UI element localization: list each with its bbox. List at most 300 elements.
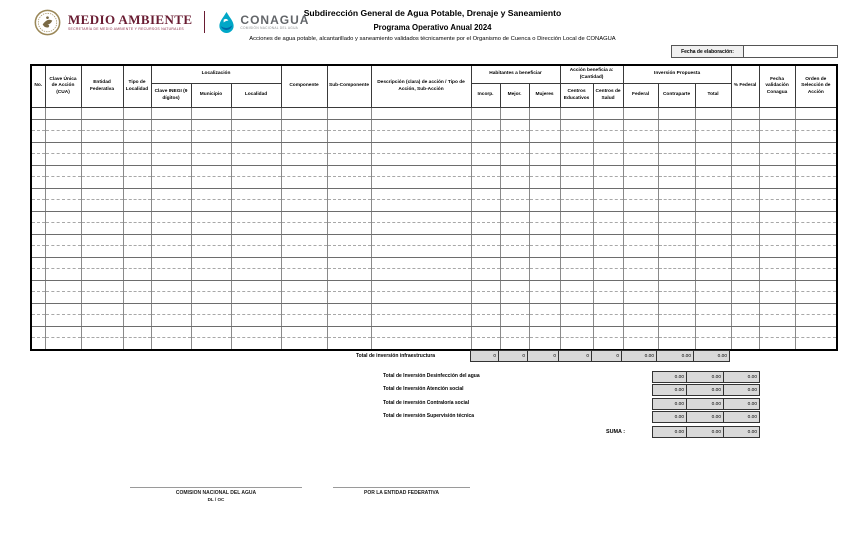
- empty-cell[interactable]: [795, 326, 837, 338]
- empty-cell[interactable]: [795, 131, 837, 143]
- empty-cell[interactable]: [371, 154, 471, 166]
- empty-cell[interactable]: [151, 108, 191, 120]
- empty-cell[interactable]: [623, 269, 658, 281]
- empty-cell[interactable]: [371, 234, 471, 246]
- empty-cell[interactable]: [231, 303, 281, 315]
- fecha-elaboracion-input[interactable]: [744, 45, 838, 58]
- empty-cell[interactable]: [81, 165, 123, 177]
- empty-cell[interactable]: [281, 177, 327, 189]
- empty-cell[interactable]: [151, 246, 191, 258]
- empty-cell[interactable]: [151, 280, 191, 292]
- empty-cell[interactable]: [759, 234, 795, 246]
- empty-cell[interactable]: [45, 257, 81, 269]
- empty-cell[interactable]: [191, 223, 231, 235]
- empty-cell[interactable]: [45, 131, 81, 143]
- empty-cell[interactable]: [593, 119, 623, 131]
- empty-cell[interactable]: [500, 303, 529, 315]
- empty-cell[interactable]: [593, 211, 623, 223]
- empty-cell[interactable]: [231, 200, 281, 212]
- empty-cell[interactable]: [371, 211, 471, 223]
- empty-cell[interactable]: [593, 165, 623, 177]
- empty-cell[interactable]: [123, 326, 151, 338]
- empty-cell[interactable]: [191, 142, 231, 154]
- empty-cell[interactable]: [327, 246, 371, 258]
- empty-cell[interactable]: [123, 257, 151, 269]
- empty-cell[interactable]: [759, 292, 795, 304]
- empty-cell[interactable]: [471, 131, 500, 143]
- empty-cell[interactable]: [45, 119, 81, 131]
- empty-cell[interactable]: [731, 154, 759, 166]
- empty-cell[interactable]: [281, 315, 327, 327]
- empty-cell[interactable]: [327, 234, 371, 246]
- empty-cell[interactable]: [593, 315, 623, 327]
- empty-cell[interactable]: [795, 223, 837, 235]
- empty-cell[interactable]: [371, 165, 471, 177]
- empty-cell[interactable]: [623, 142, 658, 154]
- empty-cell[interactable]: [500, 234, 529, 246]
- empty-cell[interactable]: [371, 108, 471, 120]
- empty-cell[interactable]: [623, 292, 658, 304]
- empty-cell[interactable]: [231, 142, 281, 154]
- empty-cell[interactable]: [731, 246, 759, 258]
- empty-cell[interactable]: [500, 200, 529, 212]
- empty-cell[interactable]: [759, 338, 795, 350]
- empty-cell[interactable]: [231, 211, 281, 223]
- empty-cell[interactable]: [529, 338, 560, 350]
- empty-cell[interactable]: [231, 154, 281, 166]
- empty-cell[interactable]: [81, 257, 123, 269]
- empty-cell[interactable]: [560, 108, 593, 120]
- empty-cell[interactable]: [529, 234, 560, 246]
- empty-cell[interactable]: [623, 108, 658, 120]
- empty-cell[interactable]: [731, 234, 759, 246]
- empty-cell[interactable]: [281, 200, 327, 212]
- empty-cell[interactable]: [151, 119, 191, 131]
- empty-cell[interactable]: [623, 188, 658, 200]
- empty-cell[interactable]: [471, 108, 500, 120]
- empty-cell[interactable]: [327, 177, 371, 189]
- empty-cell[interactable]: [123, 303, 151, 315]
- empty-cell[interactable]: [81, 142, 123, 154]
- empty-cell[interactable]: [45, 269, 81, 281]
- empty-cell[interactable]: [327, 108, 371, 120]
- empty-cell[interactable]: [231, 280, 281, 292]
- empty-cell[interactable]: [151, 292, 191, 304]
- empty-cell[interactable]: [500, 257, 529, 269]
- empty-cell[interactable]: [281, 269, 327, 281]
- empty-cell[interactable]: [560, 338, 593, 350]
- empty-cell[interactable]: [623, 234, 658, 246]
- empty-cell[interactable]: [371, 280, 471, 292]
- empty-cell[interactable]: [471, 280, 500, 292]
- empty-cell[interactable]: [658, 246, 695, 258]
- empty-cell[interactable]: [45, 280, 81, 292]
- empty-cell[interactable]: [281, 292, 327, 304]
- empty-cell[interactable]: [695, 211, 731, 223]
- empty-cell[interactable]: [759, 246, 795, 258]
- empty-cell[interactable]: [123, 165, 151, 177]
- empty-cell[interactable]: [500, 211, 529, 223]
- empty-cell[interactable]: [658, 154, 695, 166]
- empty-cell[interactable]: [151, 131, 191, 143]
- empty-cell[interactable]: [623, 119, 658, 131]
- empty-cell[interactable]: [471, 338, 500, 350]
- empty-cell[interactable]: [31, 234, 45, 246]
- empty-cell[interactable]: [529, 246, 560, 258]
- empty-cell[interactable]: [759, 303, 795, 315]
- empty-cell[interactable]: [529, 292, 560, 304]
- empty-cell[interactable]: [31, 269, 45, 281]
- empty-cell[interactable]: [471, 234, 500, 246]
- empty-cell[interactable]: [151, 269, 191, 281]
- empty-cell[interactable]: [529, 108, 560, 120]
- empty-cell[interactable]: [231, 338, 281, 350]
- empty-cell[interactable]: [759, 108, 795, 120]
- empty-cell[interactable]: [191, 131, 231, 143]
- empty-cell[interactable]: [191, 200, 231, 212]
- empty-cell[interactable]: [327, 269, 371, 281]
- empty-cell[interactable]: [593, 246, 623, 258]
- empty-cell[interactable]: [191, 338, 231, 350]
- empty-cell[interactable]: [623, 223, 658, 235]
- empty-cell[interactable]: [560, 119, 593, 131]
- empty-cell[interactable]: [560, 142, 593, 154]
- empty-cell[interactable]: [695, 200, 731, 212]
- empty-cell[interactable]: [231, 315, 281, 327]
- empty-cell[interactable]: [560, 211, 593, 223]
- empty-cell[interactable]: [123, 142, 151, 154]
- empty-cell[interactable]: [281, 119, 327, 131]
- empty-cell[interactable]: [327, 119, 371, 131]
- empty-cell[interactable]: [123, 108, 151, 120]
- empty-cell[interactable]: [31, 280, 45, 292]
- empty-cell[interactable]: [81, 200, 123, 212]
- empty-cell[interactable]: [623, 131, 658, 143]
- empty-cell[interactable]: [191, 165, 231, 177]
- empty-cell[interactable]: [151, 188, 191, 200]
- empty-cell[interactable]: [593, 326, 623, 338]
- empty-cell[interactable]: [123, 119, 151, 131]
- empty-cell[interactable]: [795, 188, 837, 200]
- empty-cell[interactable]: [45, 234, 81, 246]
- empty-cell[interactable]: [123, 223, 151, 235]
- empty-cell[interactable]: [191, 280, 231, 292]
- empty-cell[interactable]: [31, 257, 45, 269]
- empty-cell[interactable]: [795, 269, 837, 281]
- empty-cell[interactable]: [500, 165, 529, 177]
- empty-cell[interactable]: [151, 326, 191, 338]
- empty-cell[interactable]: [151, 303, 191, 315]
- empty-cell[interactable]: [281, 131, 327, 143]
- empty-cell[interactable]: [191, 108, 231, 120]
- empty-cell[interactable]: [31, 292, 45, 304]
- empty-cell[interactable]: [658, 280, 695, 292]
- empty-cell[interactable]: [695, 154, 731, 166]
- empty-cell[interactable]: [191, 119, 231, 131]
- empty-cell[interactable]: [471, 188, 500, 200]
- empty-cell[interactable]: [759, 280, 795, 292]
- empty-cell[interactable]: [31, 338, 45, 350]
- empty-cell[interactable]: [31, 108, 45, 120]
- empty-cell[interactable]: [123, 338, 151, 350]
- empty-cell[interactable]: [560, 292, 593, 304]
- empty-cell[interactable]: [593, 142, 623, 154]
- empty-cell[interactable]: [529, 142, 560, 154]
- empty-cell[interactable]: [151, 154, 191, 166]
- empty-cell[interactable]: [327, 326, 371, 338]
- empty-cell[interactable]: [191, 188, 231, 200]
- empty-cell[interactable]: [500, 292, 529, 304]
- empty-cell[interactable]: [529, 165, 560, 177]
- empty-cell[interactable]: [658, 188, 695, 200]
- empty-cell[interactable]: [759, 131, 795, 143]
- empty-cell[interactable]: [81, 223, 123, 235]
- empty-cell[interactable]: [529, 154, 560, 166]
- empty-cell[interactable]: [593, 269, 623, 281]
- empty-cell[interactable]: [45, 177, 81, 189]
- empty-cell[interactable]: [231, 234, 281, 246]
- empty-cell[interactable]: [231, 131, 281, 143]
- empty-cell[interactable]: [31, 303, 45, 315]
- empty-cell[interactable]: [500, 315, 529, 327]
- empty-cell[interactable]: [731, 223, 759, 235]
- empty-cell[interactable]: [123, 269, 151, 281]
- empty-cell[interactable]: [31, 211, 45, 223]
- empty-cell[interactable]: [81, 188, 123, 200]
- empty-cell[interactable]: [623, 211, 658, 223]
- empty-cell[interactable]: [560, 234, 593, 246]
- empty-cell[interactable]: [327, 211, 371, 223]
- empty-cell[interactable]: [231, 257, 281, 269]
- empty-cell[interactable]: [795, 246, 837, 258]
- empty-cell[interactable]: [731, 211, 759, 223]
- empty-cell[interactable]: [231, 108, 281, 120]
- empty-cell[interactable]: [560, 315, 593, 327]
- empty-cell[interactable]: [123, 234, 151, 246]
- empty-cell[interactable]: [529, 211, 560, 223]
- empty-cell[interactable]: [731, 188, 759, 200]
- empty-cell[interactable]: [658, 326, 695, 338]
- empty-cell[interactable]: [81, 234, 123, 246]
- empty-cell[interactable]: [45, 315, 81, 327]
- empty-cell[interactable]: [371, 246, 471, 258]
- empty-cell[interactable]: [81, 315, 123, 327]
- empty-cell[interactable]: [795, 338, 837, 350]
- empty-cell[interactable]: [795, 119, 837, 131]
- empty-cell[interactable]: [281, 234, 327, 246]
- empty-cell[interactable]: [281, 280, 327, 292]
- empty-cell[interactable]: [151, 338, 191, 350]
- empty-cell[interactable]: [658, 108, 695, 120]
- empty-cell[interactable]: [81, 154, 123, 166]
- empty-cell[interactable]: [658, 119, 695, 131]
- empty-cell[interactable]: [560, 246, 593, 258]
- empty-cell[interactable]: [45, 200, 81, 212]
- empty-cell[interactable]: [795, 234, 837, 246]
- empty-cell[interactable]: [560, 257, 593, 269]
- empty-cell[interactable]: [281, 257, 327, 269]
- empty-cell[interactable]: [45, 142, 81, 154]
- empty-cell[interactable]: [658, 177, 695, 189]
- empty-cell[interactable]: [529, 280, 560, 292]
- empty-cell[interactable]: [31, 188, 45, 200]
- empty-cell[interactable]: [471, 326, 500, 338]
- empty-cell[interactable]: [560, 165, 593, 177]
- empty-cell[interactable]: [81, 269, 123, 281]
- empty-cell[interactable]: [593, 131, 623, 143]
- empty-cell[interactable]: [695, 257, 731, 269]
- empty-cell[interactable]: [45, 188, 81, 200]
- empty-cell[interactable]: [560, 280, 593, 292]
- empty-cell[interactable]: [471, 292, 500, 304]
- empty-cell[interactable]: [231, 292, 281, 304]
- empty-cell[interactable]: [731, 257, 759, 269]
- empty-cell[interactable]: [471, 257, 500, 269]
- empty-cell[interactable]: [593, 154, 623, 166]
- empty-cell[interactable]: [123, 177, 151, 189]
- empty-cell[interactable]: [759, 315, 795, 327]
- empty-cell[interactable]: [623, 326, 658, 338]
- empty-cell[interactable]: [45, 165, 81, 177]
- empty-cell[interactable]: [560, 303, 593, 315]
- empty-cell[interactable]: [658, 338, 695, 350]
- empty-cell[interactable]: [371, 177, 471, 189]
- empty-cell[interactable]: [471, 154, 500, 166]
- empty-cell[interactable]: [759, 200, 795, 212]
- empty-cell[interactable]: [151, 234, 191, 246]
- empty-cell[interactable]: [623, 280, 658, 292]
- empty-cell[interactable]: [795, 142, 837, 154]
- empty-cell[interactable]: [695, 269, 731, 281]
- empty-cell[interactable]: [31, 246, 45, 258]
- empty-cell[interactable]: [45, 154, 81, 166]
- empty-cell[interactable]: [471, 211, 500, 223]
- empty-cell[interactable]: [759, 269, 795, 281]
- empty-cell[interactable]: [31, 142, 45, 154]
- empty-cell[interactable]: [593, 280, 623, 292]
- empty-cell[interactable]: [151, 142, 191, 154]
- empty-cell[interactable]: [658, 315, 695, 327]
- empty-cell[interactable]: [471, 315, 500, 327]
- empty-cell[interactable]: [81, 246, 123, 258]
- empty-cell[interactable]: [731, 177, 759, 189]
- empty-cell[interactable]: [560, 200, 593, 212]
- empty-cell[interactable]: [151, 211, 191, 223]
- empty-cell[interactable]: [593, 338, 623, 350]
- empty-cell[interactable]: [731, 292, 759, 304]
- empty-cell[interactable]: [795, 257, 837, 269]
- empty-cell[interactable]: [623, 315, 658, 327]
- empty-cell[interactable]: [81, 177, 123, 189]
- empty-cell[interactable]: [529, 269, 560, 281]
- empty-cell[interactable]: [371, 315, 471, 327]
- empty-cell[interactable]: [327, 223, 371, 235]
- empty-cell[interactable]: [500, 269, 529, 281]
- empty-cell[interactable]: [529, 177, 560, 189]
- empty-cell[interactable]: [281, 223, 327, 235]
- empty-cell[interactable]: [123, 188, 151, 200]
- empty-cell[interactable]: [327, 200, 371, 212]
- empty-cell[interactable]: [695, 223, 731, 235]
- empty-cell[interactable]: [623, 246, 658, 258]
- empty-cell[interactable]: [471, 223, 500, 235]
- empty-cell[interactable]: [191, 177, 231, 189]
- empty-cell[interactable]: [593, 234, 623, 246]
- empty-cell[interactable]: [327, 338, 371, 350]
- empty-cell[interactable]: [371, 200, 471, 212]
- empty-cell[interactable]: [795, 177, 837, 189]
- empty-cell[interactable]: [327, 165, 371, 177]
- empty-cell[interactable]: [529, 223, 560, 235]
- empty-cell[interactable]: [695, 315, 731, 327]
- empty-cell[interactable]: [123, 315, 151, 327]
- empty-cell[interactable]: [123, 200, 151, 212]
- empty-cell[interactable]: [731, 326, 759, 338]
- empty-cell[interactable]: [529, 257, 560, 269]
- empty-cell[interactable]: [731, 315, 759, 327]
- empty-cell[interactable]: [123, 280, 151, 292]
- empty-cell[interactable]: [795, 154, 837, 166]
- empty-cell[interactable]: [658, 269, 695, 281]
- empty-cell[interactable]: [795, 200, 837, 212]
- empty-cell[interactable]: [471, 269, 500, 281]
- empty-cell[interactable]: [471, 177, 500, 189]
- empty-cell[interactable]: [500, 154, 529, 166]
- empty-cell[interactable]: [231, 165, 281, 177]
- empty-cell[interactable]: [371, 131, 471, 143]
- empty-cell[interactable]: [191, 292, 231, 304]
- empty-cell[interactable]: [795, 280, 837, 292]
- empty-cell[interactable]: [593, 200, 623, 212]
- empty-cell[interactable]: [560, 154, 593, 166]
- empty-cell[interactable]: [123, 211, 151, 223]
- empty-cell[interactable]: [151, 223, 191, 235]
- empty-cell[interactable]: [759, 177, 795, 189]
- empty-cell[interactable]: [81, 280, 123, 292]
- empty-cell[interactable]: [731, 142, 759, 154]
- empty-cell[interactable]: [529, 326, 560, 338]
- empty-cell[interactable]: [81, 338, 123, 350]
- empty-cell[interactable]: [731, 280, 759, 292]
- empty-cell[interactable]: [281, 303, 327, 315]
- empty-cell[interactable]: [123, 154, 151, 166]
- empty-cell[interactable]: [593, 108, 623, 120]
- empty-cell[interactable]: [529, 188, 560, 200]
- empty-cell[interactable]: [327, 257, 371, 269]
- empty-cell[interactable]: [623, 200, 658, 212]
- empty-cell[interactable]: [529, 119, 560, 131]
- empty-cell[interactable]: [623, 177, 658, 189]
- empty-cell[interactable]: [31, 177, 45, 189]
- empty-cell[interactable]: [695, 338, 731, 350]
- empty-cell[interactable]: [81, 211, 123, 223]
- empty-cell[interactable]: [695, 234, 731, 246]
- empty-cell[interactable]: [123, 131, 151, 143]
- empty-cell[interactable]: [471, 119, 500, 131]
- empty-cell[interactable]: [191, 211, 231, 223]
- empty-cell[interactable]: [623, 257, 658, 269]
- empty-cell[interactable]: [281, 338, 327, 350]
- empty-cell[interactable]: [731, 303, 759, 315]
- empty-cell[interactable]: [281, 165, 327, 177]
- empty-cell[interactable]: [31, 165, 45, 177]
- empty-cell[interactable]: [593, 303, 623, 315]
- empty-cell[interactable]: [123, 246, 151, 258]
- empty-cell[interactable]: [281, 211, 327, 223]
- empty-cell[interactable]: [623, 154, 658, 166]
- empty-cell[interactable]: [759, 142, 795, 154]
- empty-cell[interactable]: [371, 269, 471, 281]
